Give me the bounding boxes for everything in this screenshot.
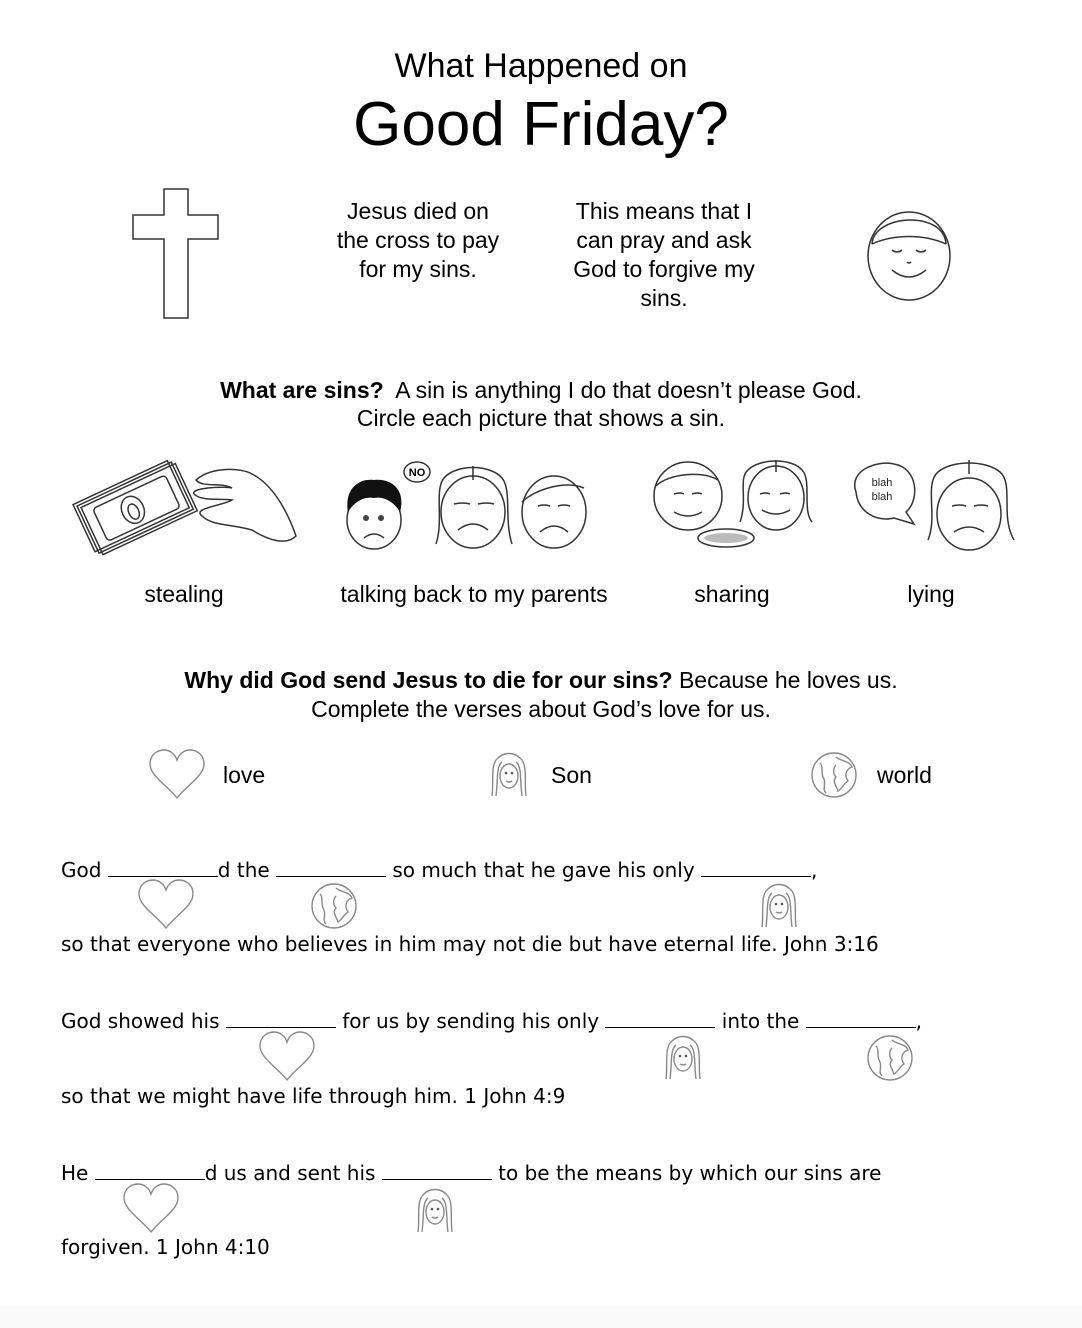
verse-3-line-1 [61, 1160, 881, 1186]
intro-text-left [318, 197, 518, 284]
svg-text:blah: blah [871, 477, 893, 489]
intro-line: God to forgive my [573, 256, 755, 282]
globe-icon [310, 882, 358, 930]
heart-icon [137, 880, 195, 930]
sin-label-lying: lying [907, 581, 955, 607]
sins-heading-text: A sin is anything I do that doesn’t please God. [383, 377, 862, 403]
svg-text:blah: blah [871, 491, 893, 503]
verse-text: God showed his [61, 1009, 226, 1033]
love-instruction: Complete the verses about God’s love for us. [311, 696, 771, 722]
jesus-face-icon [414, 1188, 456, 1234]
jesus-face-icon [758, 883, 800, 929]
love-heading-text: Because he loves us. [672, 667, 898, 693]
verse-text: into the [715, 1009, 806, 1033]
verse-1-line-2: so that everyone who believes in him may not die but have eternal life. John 3:16 [61, 932, 879, 956]
verse-text: d the [217, 858, 277, 882]
intro-line: the cross to pay [336, 227, 500, 253]
intro-line: sins. [640, 285, 688, 311]
verse-text: for us by sending his only [335, 1009, 606, 1033]
verse-text: God [61, 858, 108, 882]
blank-love[interactable] [95, 1161, 205, 1180]
sin-label-talking-back: talking back to my parents [340, 581, 608, 607]
title-line-1: What Happened on [394, 47, 688, 85]
blank-world[interactable] [806, 1009, 916, 1028]
sins-instruction: Circle each picture that shows a sin. [356, 405, 726, 431]
legend-label-world: world [877, 762, 932, 788]
jesus-face-icon [662, 1035, 704, 1081]
intro-text-right [553, 197, 775, 313]
cross-icon [131, 188, 221, 320]
verse-text: , [811, 858, 818, 882]
money-hand-icon[interactable] [72, 458, 300, 552]
sin-label-sharing: sharing [694, 581, 770, 607]
blank-son[interactable] [605, 1009, 715, 1028]
love-heading [0, 666, 1082, 695]
child-parents-icon[interactable] [344, 460, 588, 552]
blank-love[interactable] [108, 858, 218, 877]
verse-2-line-2: so that we might have life through him. 1 John 4:9 [61, 1084, 566, 1108]
blank-son[interactable] [382, 1161, 492, 1180]
blank-son[interactable] [701, 858, 811, 877]
verse-text: d us and sent his [204, 1161, 382, 1185]
sharing-children-icon[interactable] [652, 460, 818, 550]
intro-line: can pray and ask [576, 227, 752, 253]
blank-love[interactable] [226, 1009, 336, 1028]
love-heading-bold: Why did God send Jesus to die for our sins? [184, 667, 673, 693]
heart-icon [258, 1032, 316, 1082]
intro-line: Jesus died on [347, 198, 489, 224]
sins-heading [0, 376, 1082, 405]
globe-icon [810, 751, 858, 799]
intro-line: This means that I [575, 198, 753, 224]
sins-heading-bold: What are sins? [220, 377, 384, 403]
verse-2-line-1 [61, 1008, 922, 1034]
praying-face-icon [864, 204, 954, 302]
heart-icon [148, 750, 206, 800]
lying-face-icon[interactable] [848, 460, 1018, 552]
title-line-2: Good Friday? [353, 90, 729, 159]
page-bottom-edge [0, 1306, 1082, 1328]
blank-world[interactable] [276, 858, 386, 877]
globe-icon [866, 1034, 914, 1082]
verse-text: to be the means by which our sins are [491, 1161, 882, 1185]
verse-3-line-2: forgiven. 1 John 4:10 [61, 1235, 270, 1259]
jesus-face-icon [488, 752, 530, 798]
sin-label-stealing: stealing [144, 581, 224, 607]
verse-text: , [915, 1009, 923, 1033]
svg-text:NO: NO [408, 467, 426, 479]
legend-label-love: love [223, 762, 266, 788]
heart-icon [122, 1184, 180, 1234]
verse-text: He [61, 1161, 95, 1185]
verse-text: so much that he gave his only [386, 858, 702, 882]
intro-line: for my sins. [359, 256, 477, 282]
legend-label-son: Son [551, 762, 592, 788]
